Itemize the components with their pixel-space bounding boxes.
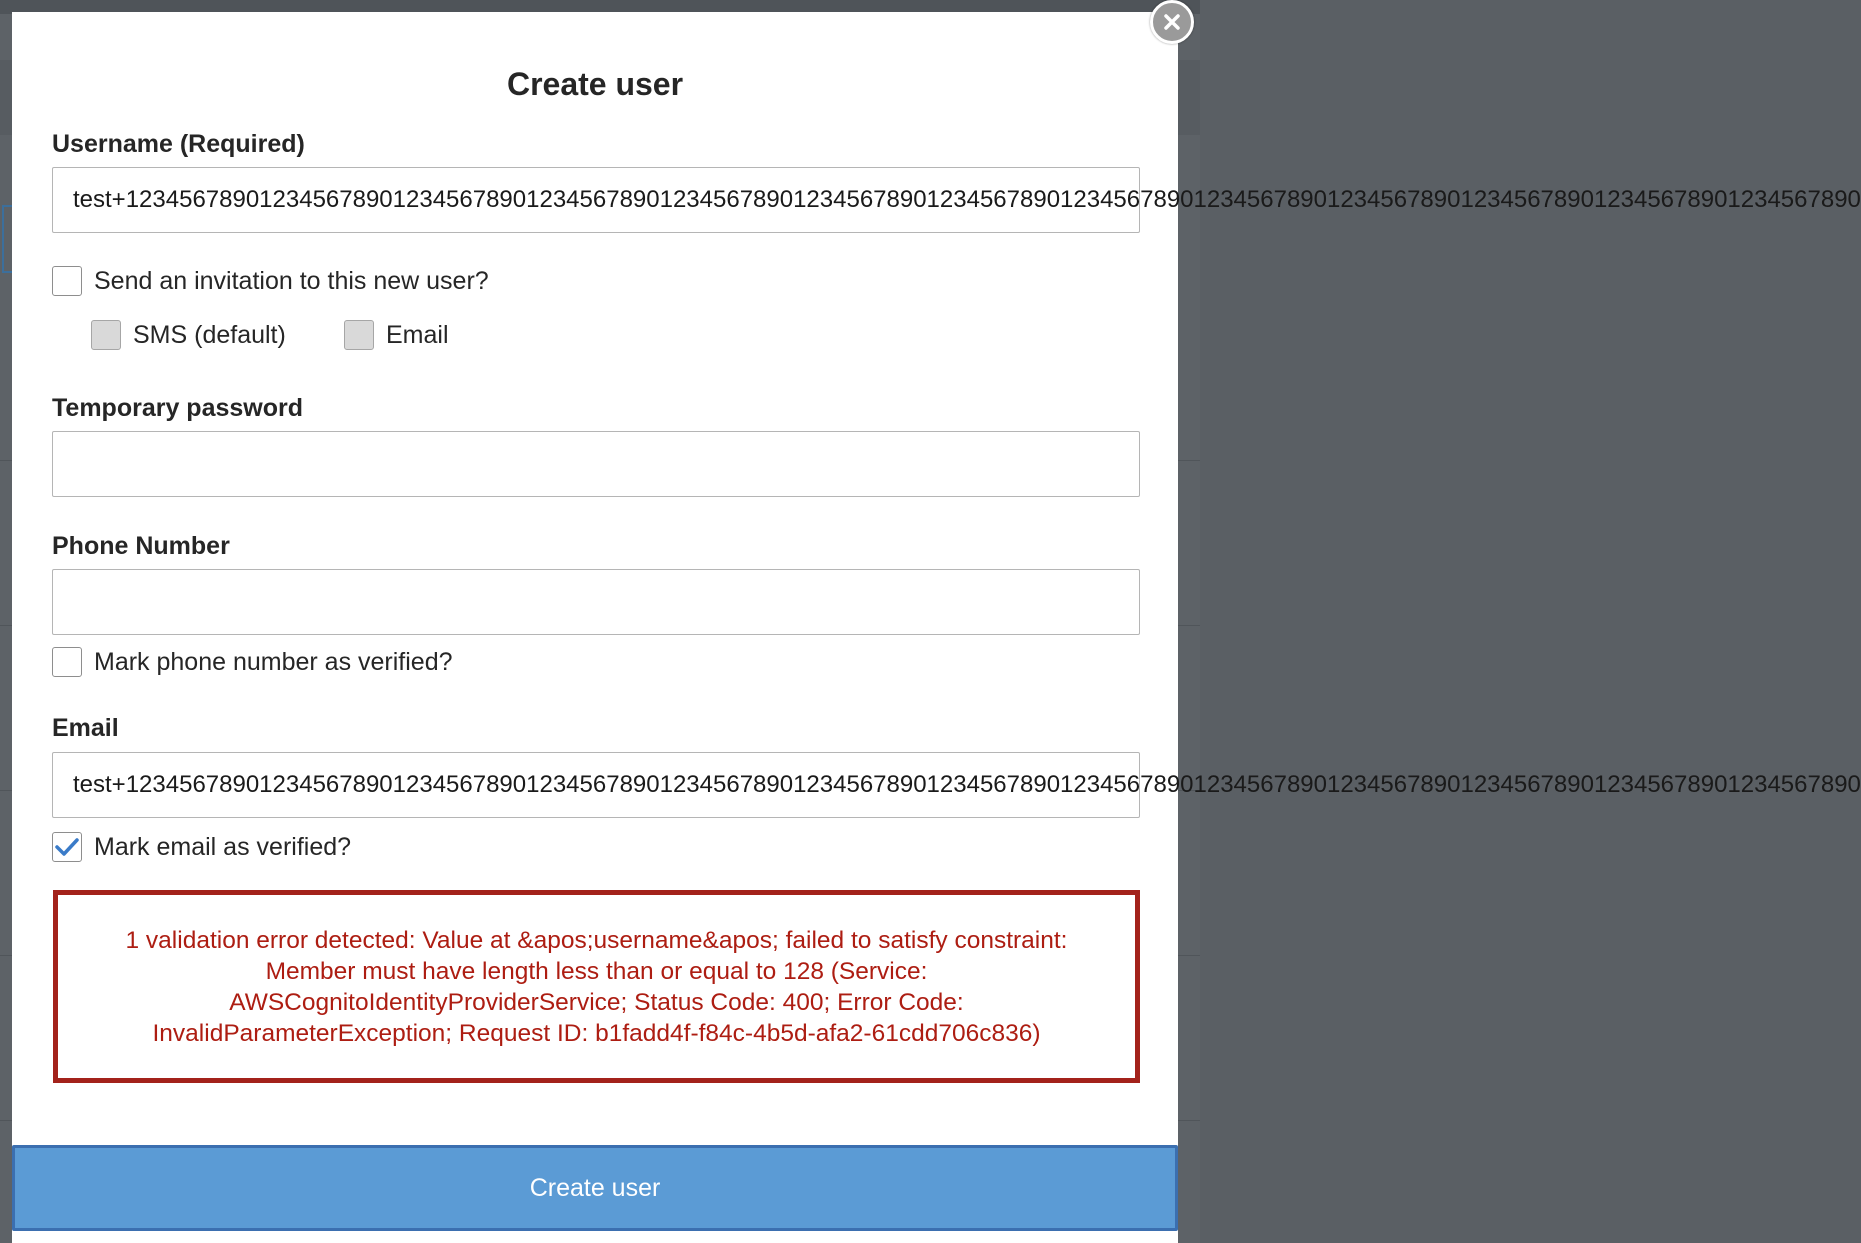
send-invitation-checkbox[interactable] — [52, 266, 82, 296]
phone-number-label: Phone Number — [52, 532, 230, 560]
phone-verified-checkbox[interactable] — [52, 647, 82, 677]
phone-number-input[interactable] — [52, 569, 1140, 635]
temporary-password-label: Temporary password — [52, 394, 304, 422]
background-input-edge — [2, 205, 12, 273]
email-option-row[interactable] — [344, 320, 449, 350]
sms-checkbox[interactable] — [91, 320, 121, 350]
email-input[interactable]: test+1234567890123456789012345678901234567890123456789012345678901234567890123456789012345678901234567890123456789012345678901234567890 — [52, 752, 1140, 818]
checkmark-icon — [55, 837, 79, 857]
create-user-modal — [12, 12, 1861, 1243]
phone-verified-row[interactable] — [52, 647, 453, 677]
validation-error-box — [53, 890, 1140, 1083]
email-label: Email — [52, 714, 119, 742]
validation-error-message: 1 validation error detected: Value at &apos;username&apos; failed to satisfy constraint: Member must have length less than or equal to 128 (Service: AWSCognitoIdentityProviderService; Status Code: 400; Error Code: InvalidParameterException; Request ID: b1fadd4f-f84c-4b5d-afa2-61cdd706c836) — [125, 926, 1068, 1047]
email-invite-label: Email — [386, 320, 449, 349]
create-user-button[interactable]: Create user — [12, 1145, 1178, 1231]
close-modal-button[interactable] — [1150, 0, 1194, 44]
close-icon — [1163, 13, 1181, 31]
email-verified-label: Mark email as verified? — [94, 832, 352, 861]
username-label: Username (Required) — [52, 130, 305, 158]
username-input[interactable]: test+1234567890123456789012345678901234567890123456789012345678901234567890123456789012345678901234567890123456789012345678901234567890 — [52, 167, 1140, 233]
email-invite-checkbox[interactable] — [344, 320, 374, 350]
sms-option-row[interactable] — [91, 320, 286, 350]
sms-label: SMS (default) — [133, 320, 286, 349]
temporary-password-input[interactable] — [52, 431, 1140, 497]
send-invitation-label: Send an invitation to this new user? — [94, 266, 489, 295]
send-invitation-row[interactable] — [52, 266, 489, 296]
phone-verified-label: Mark phone number as verified? — [94, 647, 453, 676]
email-verified-row[interactable] — [52, 832, 351, 862]
email-verified-checkbox[interactable] — [52, 832, 82, 862]
modal-title: Create user — [506, 66, 684, 102]
